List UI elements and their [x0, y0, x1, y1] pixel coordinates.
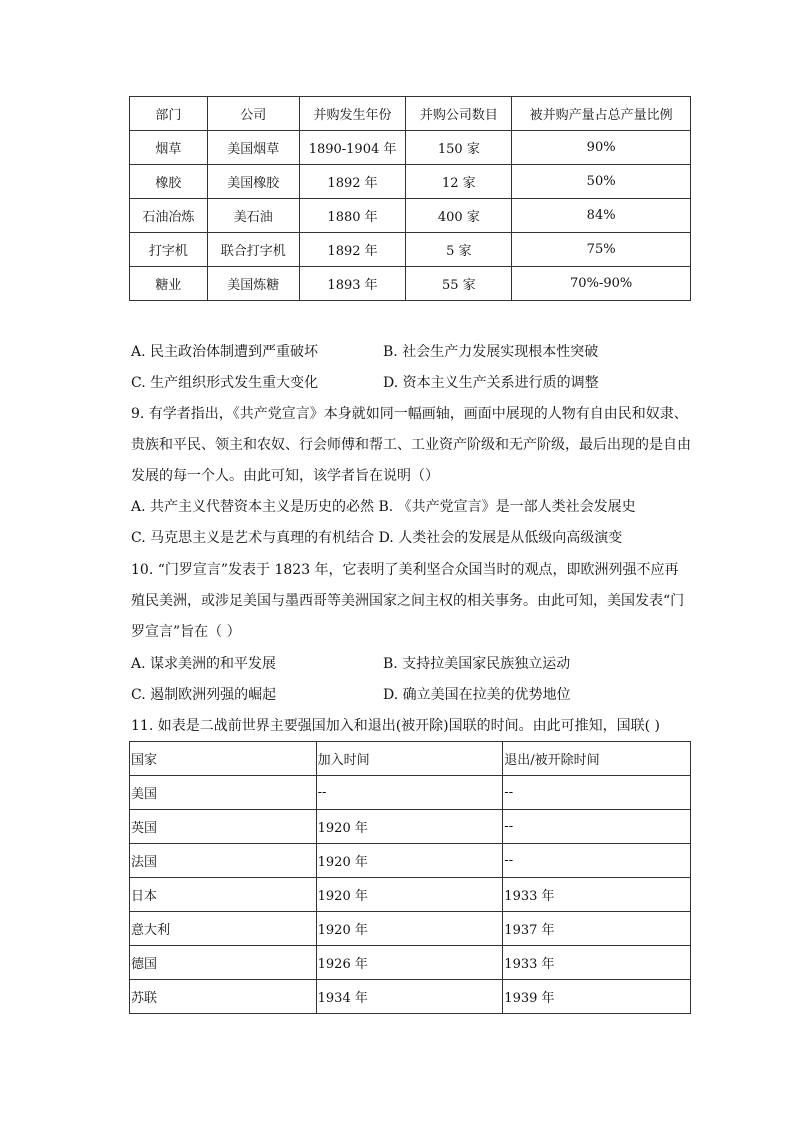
- q8-option-b[interactable]: B. 社会生产力发展实现根本性突破: [383, 344, 599, 360]
- table-cell: 84%: [512, 199, 691, 233]
- q10-option-b[interactable]: B. 支持拉美国家民族独立运动: [383, 656, 571, 672]
- table-cell: --: [316, 776, 503, 810]
- table-cell: 美石油: [207, 199, 299, 233]
- table-cell: 55 家: [406, 267, 512, 301]
- table-header-cell: 部门: [130, 97, 208, 131]
- table-cell: 1933 年: [503, 946, 691, 980]
- table-cell: 日本: [130, 878, 317, 912]
- q9-options-cd[interactable]: C. 马克思主义是艺术与真理的有机结合 D. 人类社会的发展是从低级向高级演变: [131, 530, 623, 546]
- table-cell: 1920 年: [316, 912, 503, 946]
- table-cell: 5 家: [406, 233, 512, 267]
- q9-stem-line-3: 发展的每一个人。由此可知，该学者旨在说明（）: [131, 468, 439, 484]
- table-cell: 1933 年: [503, 878, 691, 912]
- table-cell: --: [503, 776, 691, 810]
- table-cell: 12 家: [406, 165, 512, 199]
- table-cell: --: [503, 810, 691, 844]
- table-cell: 1890-1904 年: [299, 131, 406, 165]
- table-row: [130, 776, 691, 810]
- table-cell: 糖业: [130, 267, 208, 301]
- league-membership-table: [129, 741, 691, 1014]
- table-row: [130, 267, 691, 301]
- table-row: [130, 131, 691, 165]
- table-cell: 50%: [512, 165, 691, 199]
- table-row: [130, 980, 691, 1014]
- q10-option-d[interactable]: D. 确立美国在拉美的优势地位: [383, 687, 571, 703]
- table-cell: 1926 年: [316, 946, 503, 980]
- table-row: [130, 233, 691, 267]
- table-row: [130, 878, 691, 912]
- table-header-row: [130, 742, 691, 776]
- table-cell: 石油冶炼: [130, 199, 208, 233]
- table-cell: 美国烟草: [207, 131, 299, 165]
- table-header-row: [130, 97, 691, 131]
- table-cell: 70%-90%: [512, 267, 691, 301]
- table-header-cell: 被并购产量占总产量比例: [512, 97, 691, 131]
- table-header-cell: 加入时间: [316, 742, 503, 776]
- table-cell: 联合打字机: [207, 233, 299, 267]
- table-cell: 1937 年: [503, 912, 691, 946]
- table-cell: 1920 年: [316, 810, 503, 844]
- table-cell: 橡胶: [130, 165, 208, 199]
- table-header-cell: 退出/被开除时间: [503, 742, 691, 776]
- table-cell: 美国: [130, 776, 317, 810]
- q9-stem-line-2: 贵族和平民、领主和农奴、行会师傅和帮工、工业资产阶级和无产阶级，最后出现的是自由: [131, 437, 691, 453]
- table-row: [130, 844, 691, 878]
- table-cell: 打字机: [130, 233, 208, 267]
- q10-stem-line-2: 殖民美洲，或涉足美国与墨西哥等美洲国家之间主权的相关事务。由此可知，美国发表“门: [131, 593, 685, 609]
- q10-stem-line-3: 罗宣言”旨在（ ）: [131, 624, 241, 640]
- table-cell: 英国: [130, 810, 317, 844]
- table-cell: 法国: [130, 844, 317, 878]
- table-cell: 400 家: [406, 199, 512, 233]
- table-cell: 1880 年: [299, 199, 406, 233]
- table-cell: --: [503, 844, 691, 878]
- q9-stem-line-1: 9. 有学者指出，《共产党宣言》本身就如同一幅画轴，画面中展现的人物有自由民和奴隶、: [131, 406, 688, 422]
- table-cell: 1892 年: [299, 165, 406, 199]
- q8-option-a[interactable]: A. 民主政治体制遭到严重破坏: [131, 344, 319, 360]
- q10-stem-line-1: 10. “门罗宣言”发表于 1823 年，它表明了美利坚合众国当时的观点，即欧洲列强不应再: [131, 562, 679, 578]
- table-cell: 美国炼糖: [207, 267, 299, 301]
- table-cell: 1893 年: [299, 267, 406, 301]
- table-header-cell: 公司: [207, 97, 299, 131]
- q10-option-c[interactable]: C. 遏制欧洲列强的崛起: [131, 687, 277, 703]
- table-cell: 意大利: [130, 912, 317, 946]
- table-row: [130, 165, 691, 199]
- table-row: [130, 199, 691, 233]
- table-row: [130, 946, 691, 980]
- q10-option-a[interactable]: A. 谋求美洲的和平发展: [131, 656, 277, 672]
- table-header-cell: 并购发生年份: [299, 97, 406, 131]
- table-cell: 1892 年: [299, 233, 406, 267]
- q9-options-ab[interactable]: A. 共产主义代替资本主义是历史的必然 B. 《共产党宣言》是一部人类社会发展史: [131, 499, 636, 515]
- table-cell: 德国: [130, 946, 317, 980]
- table-cell: 烟草: [130, 131, 208, 165]
- table-cell: 150 家: [406, 131, 512, 165]
- table-cell: 苏联: [130, 980, 317, 1014]
- q8-option-d[interactable]: D. 资本主义生产关系进行质的调整: [383, 375, 599, 391]
- merger-table: [129, 96, 691, 301]
- table-cell: 1939 年: [503, 980, 691, 1014]
- table-cell: 90%: [512, 131, 691, 165]
- q11-stem: 11. 如表是二战前世界主要强国加入和退出(被开除)国联的时间。由此可推知，国联( ): [131, 718, 661, 734]
- table-row: [130, 810, 691, 844]
- table-header-cell: 并购公司数目: [406, 97, 512, 131]
- table-header-cell: 国家: [130, 742, 317, 776]
- q8-option-c[interactable]: C. 生产组织形式发生重大变化: [131, 375, 319, 391]
- table-cell: 1920 年: [316, 844, 503, 878]
- table-row: [130, 912, 691, 946]
- table-cell: 美国橡胶: [207, 165, 299, 199]
- table-cell: 1934 年: [316, 980, 503, 1014]
- table-cell: 1920 年: [316, 878, 503, 912]
- table-cell: 75%: [512, 233, 691, 267]
